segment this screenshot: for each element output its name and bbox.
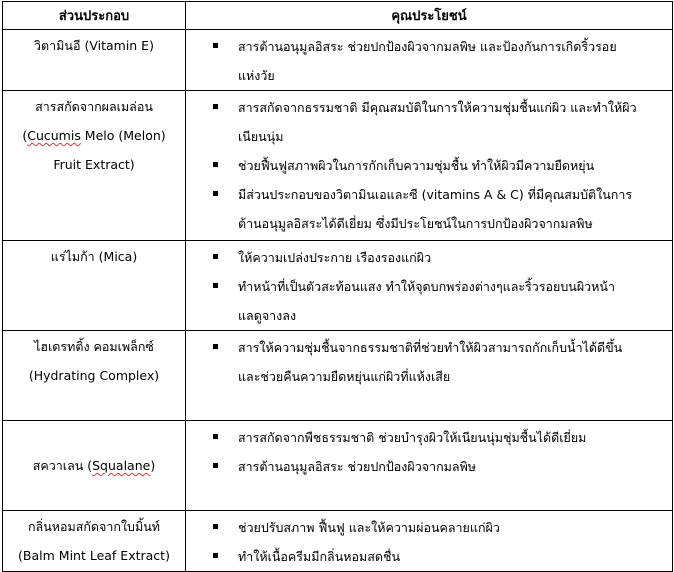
benefit-cell	[186, 30, 673, 91]
component-name: วิตามินอี (Vitamin E)	[34, 38, 154, 53]
bullet-icon	[213, 553, 218, 558]
table-row	[3, 331, 673, 421]
benefit-list	[186, 32, 666, 90]
benefit-item: มีส่วนประกอบของวิตามินเอและซี (vitamins A & C) ที่มีคุณสมบัติในการ ต้านอนุมูลอิสระได้ดีเยี่ยม ซึ่งมีประโยชน์ในการปกป้องผิวจากมลพิษ	[186, 180, 666, 238]
table-row	[3, 421, 673, 511]
bullet-icon	[213, 191, 218, 196]
benefit-item: ทำหน้าที่เป็นตัวสะท้อนแสง ทำให้จุดบกพร่องต่างๆและริ้วรอยบนผิวหน้า แลดูจางลง	[186, 272, 666, 330]
table-row	[3, 91, 673, 241]
component-name-latin: (Hydrating Complex)	[28, 368, 160, 383]
bullet-icon	[213, 43, 218, 48]
benefit-list	[186, 513, 666, 571]
benefit-item: ช่วยปรับสภาพ ฟื้นฟู และให้ความผ่อนคลายแก่ผิว	[186, 513, 666, 542]
ingredients-table	[2, 1, 673, 572]
benefit-item: สารต้านอนุมูลอิสระ ช่วยปกป้องผิวจากมลพิษ และป้องกันการเกิดริ้วรอย แห่งวัย	[186, 32, 666, 90]
bullet-icon	[213, 463, 218, 468]
bullet-icon	[213, 434, 218, 439]
bullet-icon	[213, 104, 218, 109]
benefit-item: สารสกัดจากพืชธรรมชาติ ช่วยบำรุงผิวให้เนียนนุ่มชุ่มชื้นได้ดีเยี่ยม	[186, 423, 666, 452]
component-cell	[3, 241, 186, 331]
component-name: แร่ไมก้า (Mica)	[50, 249, 138, 264]
bullet-icon	[213, 162, 218, 167]
component-cell	[3, 30, 186, 91]
table-row	[3, 30, 673, 91]
table-row	[3, 241, 673, 331]
component-name: กลิ่นหอมสกัดจากใบมิ้นท์	[27, 519, 161, 534]
benefit-list	[186, 243, 666, 330]
component-cell	[3, 421, 186, 511]
benefit-cell	[186, 331, 673, 421]
header-row	[3, 2, 673, 30]
benefit-cell	[186, 421, 673, 511]
benefit-item: สารต้านอนุมูลอิสระ ช่วยปกป้องผิวจากมลพิษ	[186, 452, 666, 481]
benefit-cell	[186, 241, 673, 331]
component-name-latin: (Cucumis Melo (Melon)	[22, 128, 166, 143]
component-cell	[3, 91, 186, 241]
component-name: ไฮเดรทติ้ง คอมเพล็กซ์	[34, 339, 154, 354]
bullet-icon	[213, 283, 218, 288]
benefit-item: ทำให้เนื้อครีมมีกลิ่นหอมสดชื่น	[186, 542, 666, 571]
benefit-list	[186, 93, 666, 238]
component-name-latin: (Balm Mint Leaf Extract)	[18, 548, 170, 563]
bullet-icon	[213, 344, 218, 349]
benefit-cell	[186, 511, 673, 572]
table-row	[3, 511, 673, 572]
component-name: สารสกัดจากผลเมล่อน	[35, 99, 153, 114]
benefit-list	[186, 423, 666, 481]
header-component: ส่วนประกอบ	[3, 2, 186, 30]
benefit-item: ช่วยฟื้นฟูสภาพผิวในการกักเก็บความชุ่มชื้น ทำให้ผิวมีความยืดหยุ่น	[186, 151, 666, 180]
benefit-item: สารให้ความชุ่มชื้นจากธรรมชาติที่ช่วยทำให้ผิวสามารถกักเก็บน้ำได้ดีขึ้น และช่วยคืนความยืดหยุ่นแก่ผิวที่แห้งเสีย	[186, 333, 666, 391]
header-benefit: คุณประโยชน์	[186, 2, 673, 30]
component-cell	[3, 331, 186, 421]
component-name-latin-cont: Fruit Extract)	[53, 157, 135, 172]
component-name: สควาเลน (Squalane)	[32, 458, 156, 473]
benefit-item: สารสกัดจากธรรมชาติ มีคุณสมบัติในการให้ความชุ่มชื้นแก่ผิว และทำให้ผิว เนียนนุ่ม	[186, 93, 666, 151]
bullet-icon	[213, 524, 218, 529]
benefit-item: ให้ความเปล่งประกาย เรืองรองแก่ผิว	[186, 243, 666, 272]
benefit-cell	[186, 91, 673, 241]
benefit-list	[186, 333, 666, 391]
bullet-icon	[213, 254, 218, 259]
component-cell	[3, 511, 186, 572]
